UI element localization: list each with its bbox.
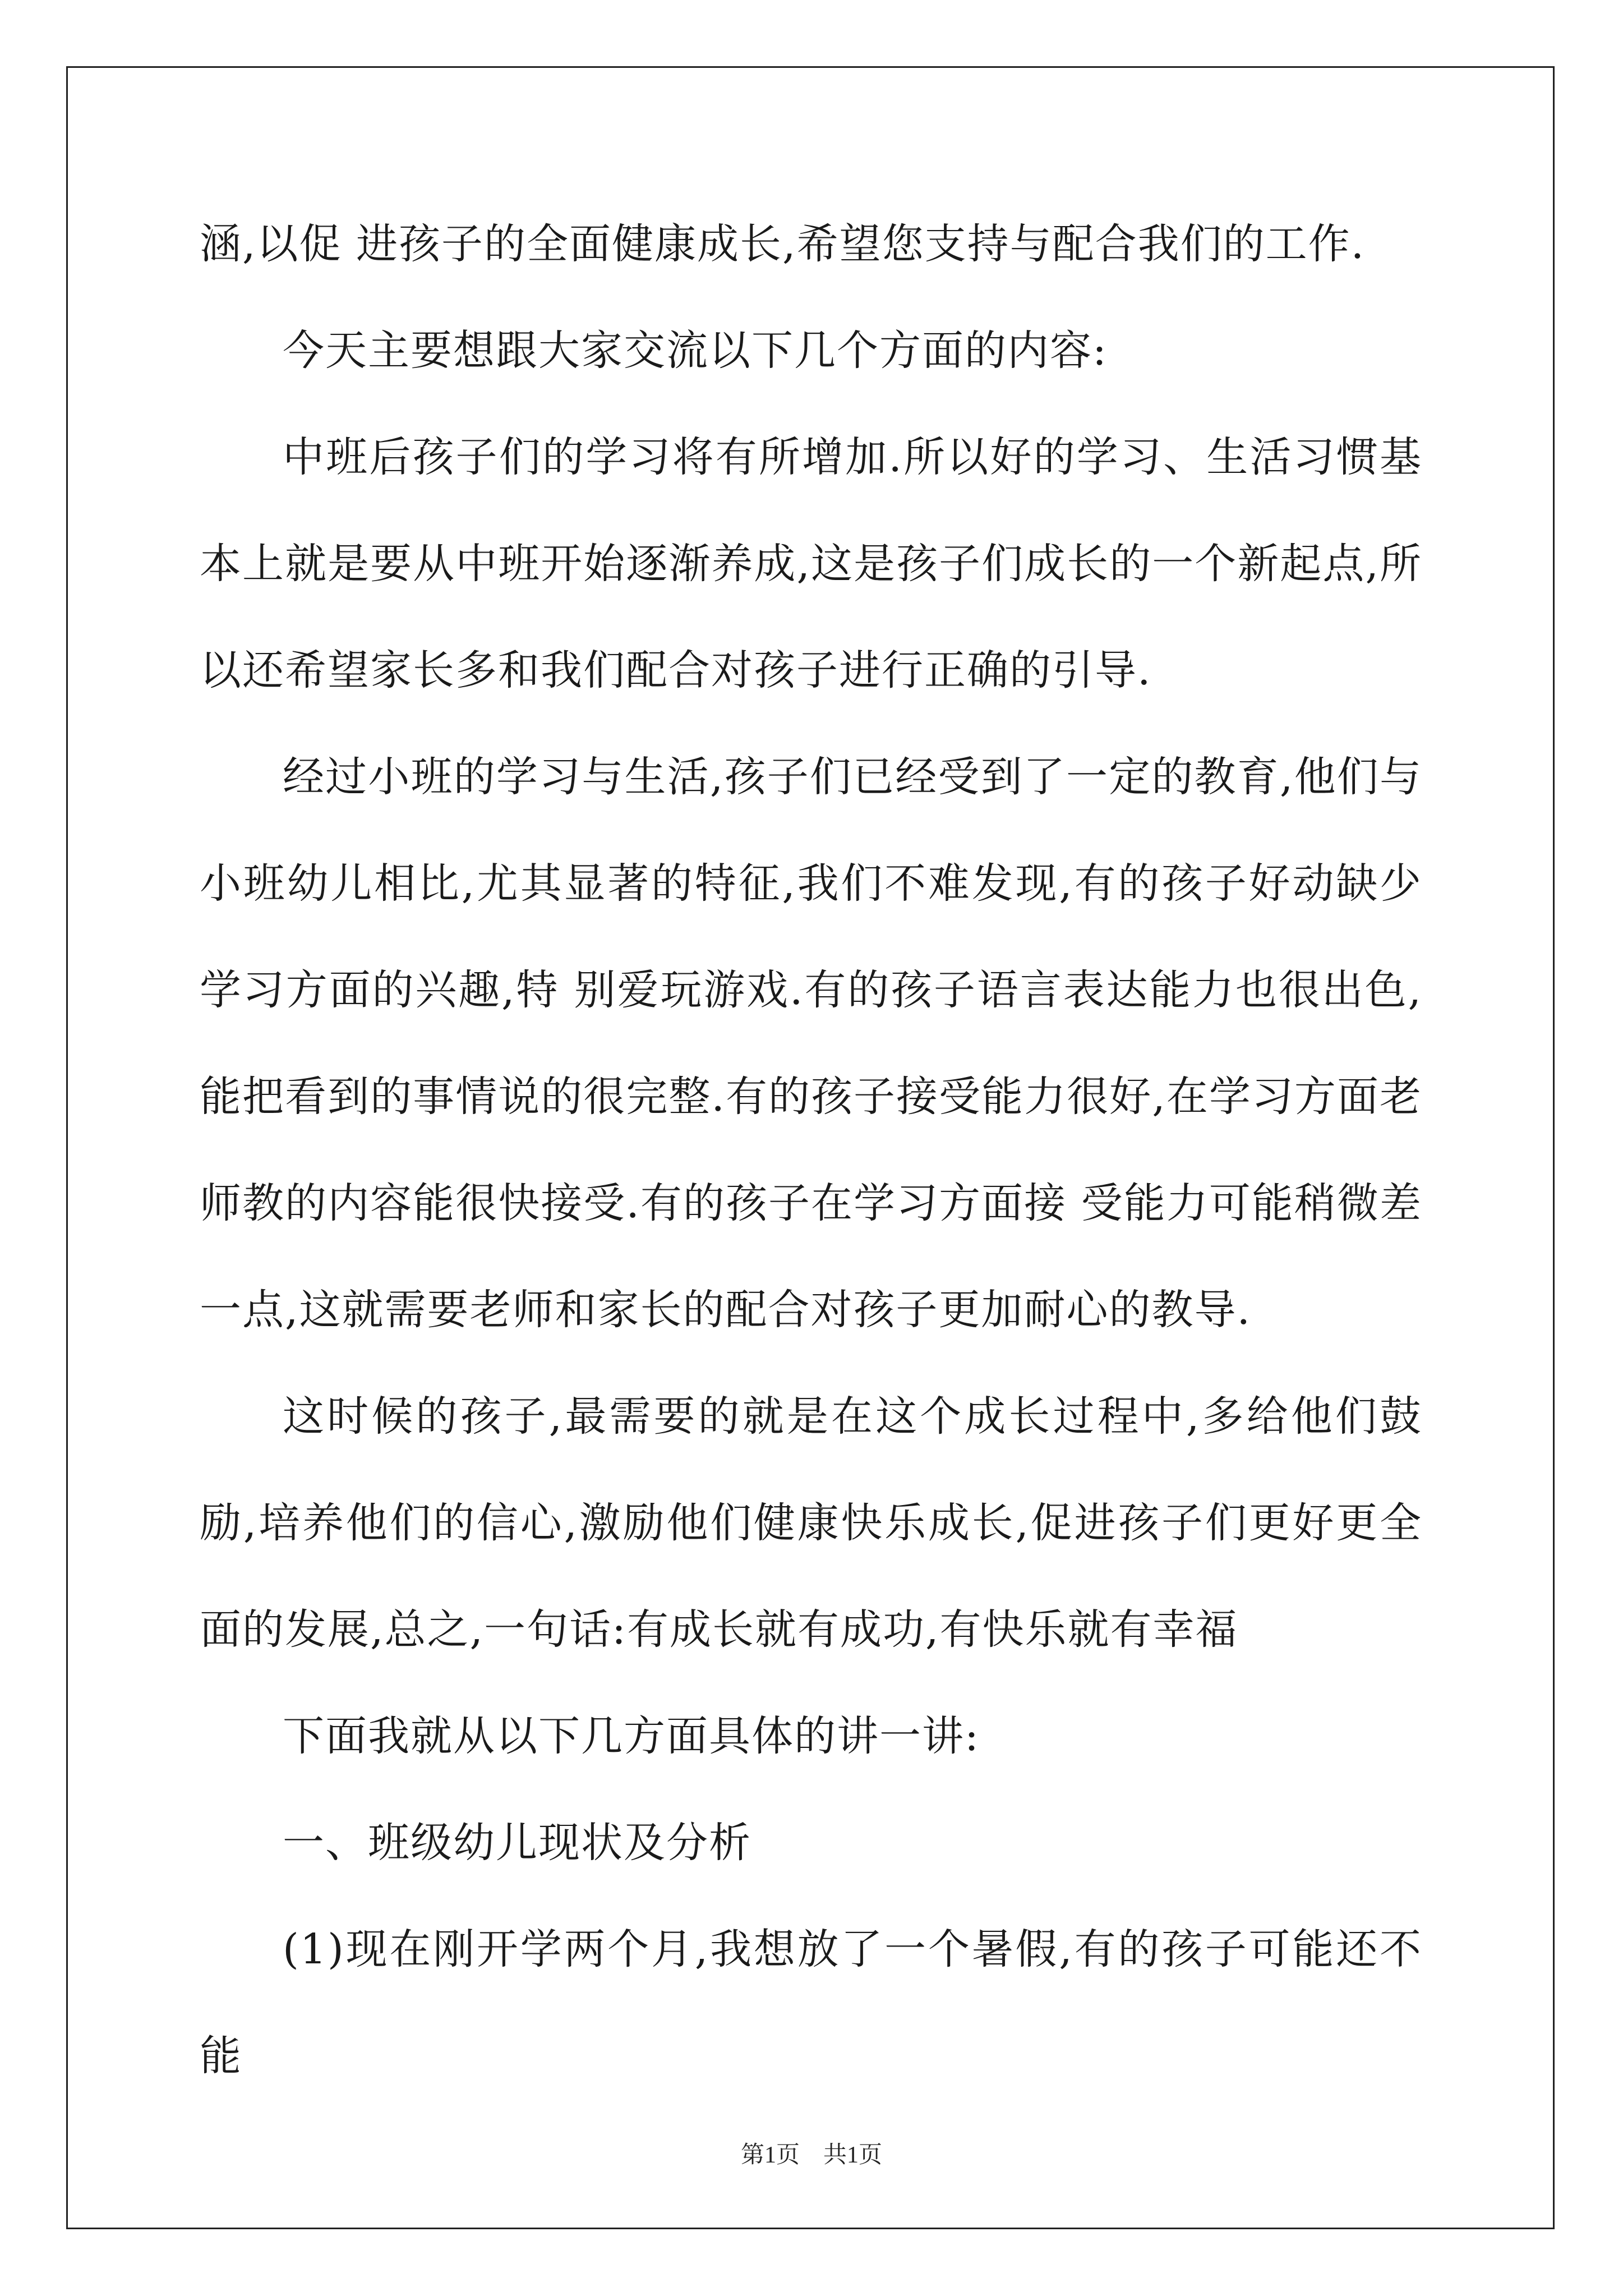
paragraph-5: 这时候的孩子,最需要的就是在这个成长过程中,多给他们鼓励,培养他们的信心,激励他们健康快乐成长,促进孩子们更好更全面的发展,总之,一句话:有成长就有成功,有快乐就有幸福 bbox=[200, 1392, 1422, 1654]
paragraph-3: 中班后孩子们的学习将有所增加.所以好的学习、生活习惯基本上就是要从中班开始逐渐养成,这是孩子们成长的一个新起点,所以还希望家长多和我们配合对孩子进行正确的引导. bbox=[200, 433, 1422, 694]
section-heading: 一、班级幼儿现状及分析 bbox=[283, 1819, 751, 1867]
paragraph-1: 涵,以促 进孩子的全面健康成长,希望您支持与配合我们的工作. bbox=[200, 220, 1366, 268]
page-number-footer: 第1页 共1页 bbox=[740, 2142, 882, 2168]
paragraph-6: 下面我就从以下几方面具体的讲一讲: bbox=[283, 1712, 980, 1760]
document-body bbox=[200, 191, 1422, 2109]
paragraph-2: 今天主要想跟大家交流以下几个方面的内容: bbox=[283, 326, 1108, 375]
paragraph-4: 经过小班的学习与生活,孩子们已经受到了一定的教育,他们与小班幼儿相比,尤其显著的特征,我们不难发现,有的孩子好动缺少学习方面的兴趣,特 别爱玩游戏.有的孩子语言表达能力也很出色,能把看到的事情说的很完整.有的孩子接受能力很好,在学习方面老师教的内容能很快接受.有的孩子在学习方面接 受能力可能稍微差一点,这就需要老师和家长的配合对孩子更加耐心的教导. bbox=[200, 753, 1422, 1334]
paragraph-7: (1)现在刚开学两个月,我想放了一个暑假,有的孩子可能还不能 bbox=[200, 1925, 1422, 2080]
